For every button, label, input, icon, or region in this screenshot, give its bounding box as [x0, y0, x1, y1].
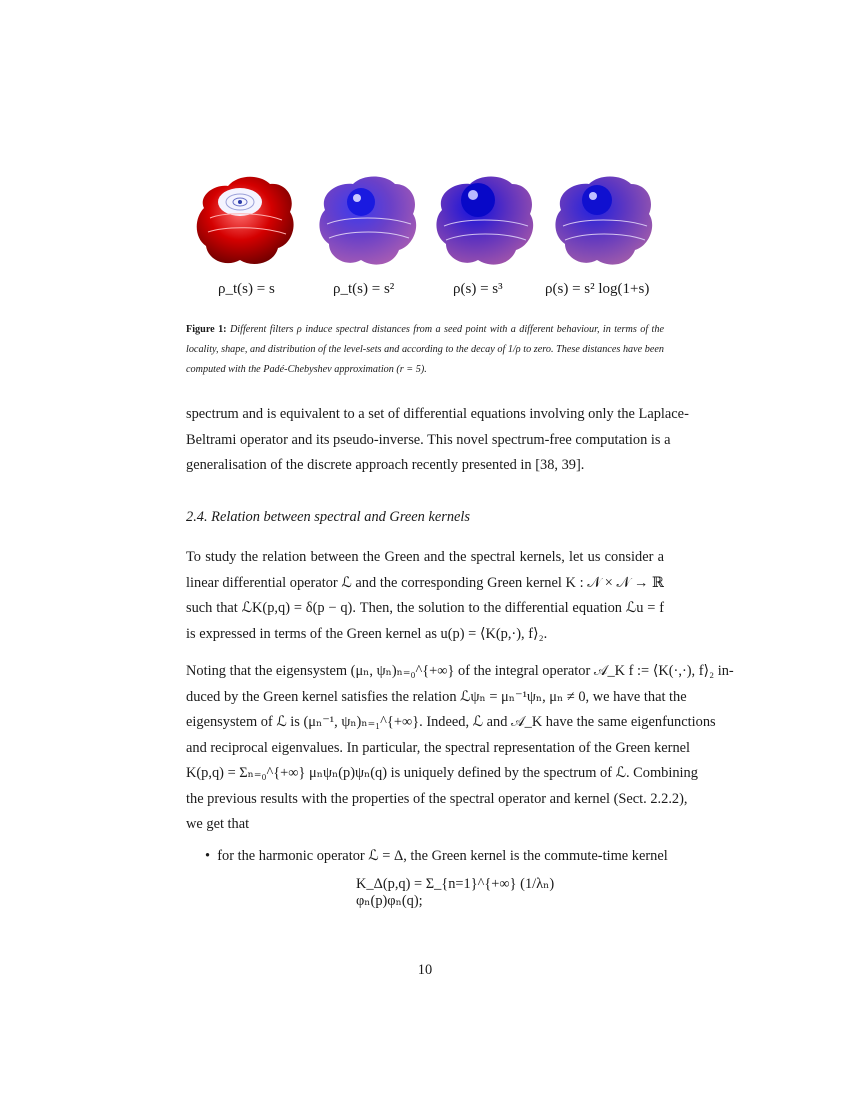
bullet-item — [205, 848, 668, 865]
paragraph-2 — [186, 545, 664, 647]
paragraph-line: eigensystem of ℒ is (μₙ⁻¹, ψₙ)ₙ₌₁^{+∞}. Indeed, ℒ and 𝒜_K have the same eigenfunctions — [186, 714, 716, 730]
paragraph-3 — [186, 659, 734, 838]
figure-image-3 — [430, 168, 540, 276]
figure-label-2: ρ_t(s) = s² — [333, 281, 395, 297]
figure-image-1 — [190, 168, 300, 276]
paragraph-line: duced by the Green kernel satisfies the relation ℒψₙ = μₙ⁻¹ψₙ, μₙ ≠ 0, we have that the — [186, 688, 687, 705]
figure-label-3: ρ(s) = s³ — [453, 281, 503, 297]
paragraph-line: generalisation of the discrete approach recently presented in [38, 39]. — [186, 457, 585, 473]
bullet-icon: • — [205, 848, 218, 864]
figure-label-1: ρ_t(s) = s — [218, 281, 275, 297]
bullet-text: for the harmonic operator ℒ = Δ, the Green kernel is the commute-time kernel — [217, 848, 668, 864]
paragraph-line: the previous results with the properties of the spectral operator and kernel (Sect. 2.2.2), — [186, 790, 688, 807]
paragraph-line: To study the relation between the Green and the spectral kernels, let us consider a — [186, 549, 664, 565]
paragraph-line: K(p,q) = Σₙ₌₀^{+∞} μₙψₙ(p)ψₙ(q) is uniquely defined by the spectrum of ℒ. Combining — [186, 765, 698, 781]
figure-image-4 — [549, 168, 659, 276]
paragraph-line: is expressed in terms of the Green kernel as u(p) = ⟨K(p,·), f⟩₂. — [186, 625, 548, 642]
figure-image-2 — [313, 168, 423, 276]
paragraph-line: and reciprocal eigenvalues. In particular, the spectral representation of the Green kernel — [186, 739, 691, 756]
figure-label-4: ρ(s) = s² log(1+s) — [545, 281, 650, 297]
page-number: 10 — [417, 962, 433, 978]
paragraph-line: Beltrami operator and its pseudo-inverse. This novel spectrum-free computation is a — [186, 431, 671, 448]
figure-caption — [186, 320, 664, 380]
figure-caption-label: Figure 1: — [186, 324, 227, 335]
paragraph-line: spectrum and is equivalent to a set of differential equations involving only the Laplace- — [186, 406, 689, 422]
paragraph-1 — [186, 402, 689, 479]
paragraph-line: Noting that the eigensystem (μₙ, ψₙ)ₙ₌₀^{+∞} of the integral operator 𝒜_K f := ⟨K(·,·), f⟩₂ in- — [186, 663, 734, 679]
paragraph-line: linear differential operator ℒ and the corresponding Green kernel K : 𝒩 × 𝒩 → ℝ — [186, 574, 664, 591]
figure-caption-text: Different filters ρ induce spectral distances from a seed point with a different behaviour, in terms of the locality, shape, and distribution of the level-sets and according to the decay of 1/ρ to zero. These distances have been computed with the Padé-Chebyshev approximation (r = 5). — [186, 324, 664, 375]
paragraph-line: we get that — [186, 816, 250, 832]
section-title: 2.4. Relation between spectral and Green kernels — [186, 509, 471, 525]
paragraph-line: such that ℒK(p,q) = δ(p − q). Then, the solution to the differential equation ℒu = f — [186, 600, 664, 616]
display-formula: K_Δ(p,q) = Σ_{n=1}^{+∞} (1/λₙ) φₙ(p)φₙ(q); — [356, 876, 555, 909]
